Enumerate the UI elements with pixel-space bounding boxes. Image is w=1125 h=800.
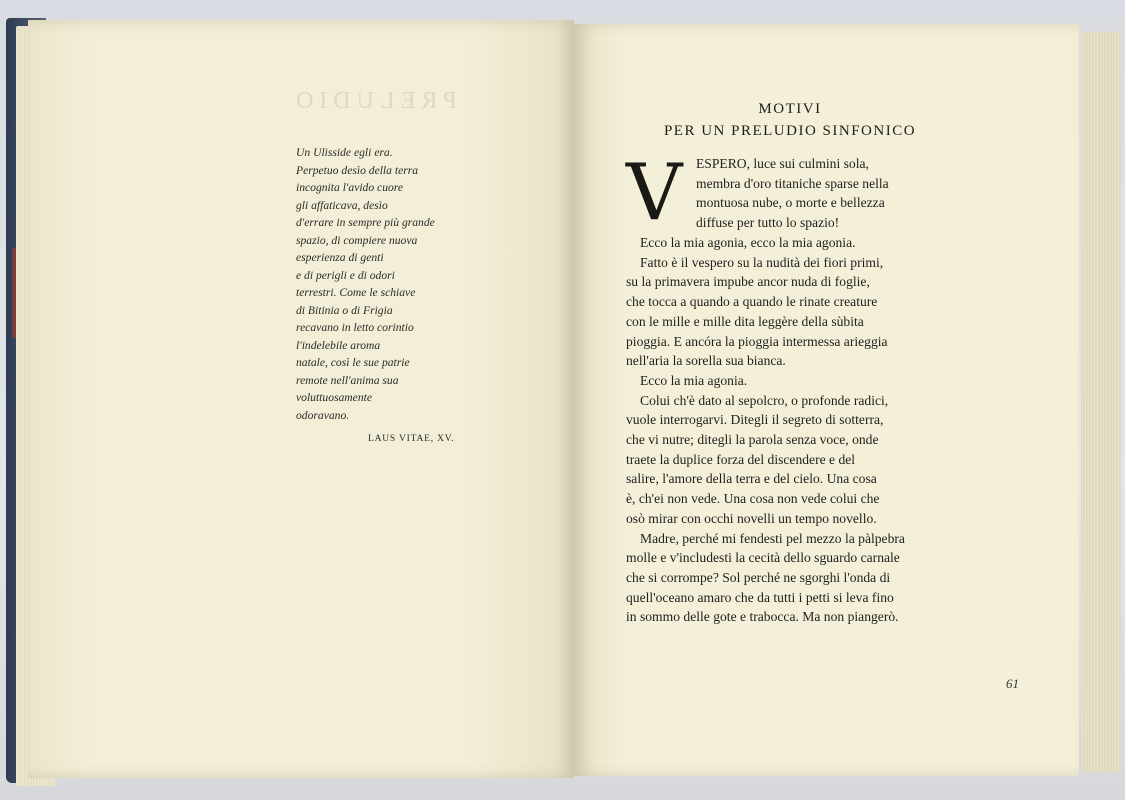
text-line: nell'aria la sorella sua bianca.: [626, 353, 786, 369]
text-line: in sommo delle gote e trabocca. Ma non piangerò.: [626, 609, 899, 625]
text-line: pioggia. E ancóra la pioggia intermessa arieggia: [626, 333, 888, 349]
paragraphs: [626, 233, 954, 627]
text-line: con le mille e mille dita leggère della sùbita: [626, 313, 864, 329]
text-line: è, ch'ei non vede. Una cosa non vede colui che: [626, 491, 880, 507]
text-line: vuole interrogarvi. Ditegli il segreto di sotterra,: [626, 412, 884, 428]
epigraph-line: esperienza di genti: [296, 251, 384, 264]
opening-line: ESPERO, luce sui culmini sola,: [696, 156, 869, 171]
page-number: 61: [1006, 676, 1019, 691]
epigraph-source: LAUS VITAE, XV.: [368, 434, 455, 444]
paragraph: [626, 391, 954, 529]
paragraph: [626, 529, 954, 628]
text-line: su la primavera impube ancor nuda di foglie,: [626, 274, 870, 290]
text-line: osò mirar con occhi novelli un tempo novello.: [626, 510, 877, 526]
chapter-body: [626, 148, 954, 627]
text-line: traete la duplice forza del discendere e del: [626, 451, 856, 467]
epigraph-line: spazio, di compiere nuova: [296, 233, 418, 247]
text-line: che vi nutre; ditegli la parola senza voce, onde: [626, 432, 879, 448]
show-through-heading: PRELUDIO: [290, 88, 457, 114]
text-line: che si corrompe? Sol perché ne sgorghi l'onda di: [626, 569, 891, 585]
text-line: Colui ch'è dato al sepolcro, o profonde radici,: [640, 392, 889, 408]
epigraph-line: natale, così le sue patrie: [296, 356, 410, 369]
paragraph: [626, 371, 954, 391]
text-line: salire, l'amore della terra e del cielo. Una cosa: [626, 471, 877, 487]
opening-paragraph: [626, 148, 954, 238]
epigraph-line: voluttuosamente: [296, 391, 372, 404]
epigraph-lines: [296, 144, 536, 424]
drop-cap: V: [626, 148, 683, 238]
opening-line: montuosa nube, o morte e bellezza: [696, 195, 885, 211]
chapter-title-line-2: PER UN PRELUDIO SINFONICO: [663, 123, 917, 139]
opening-lines: [696, 154, 954, 233]
paragraph: [626, 253, 954, 371]
chapter-text: [626, 98, 954, 627]
opening-line: membra d'oro titaniche sparse nella: [696, 175, 889, 191]
opening-line: diffuse per tutto lo spazio!: [696, 215, 840, 231]
text-line: che tocca a quando a quando le rinate creature: [626, 294, 878, 310]
epigraph-line: gli affaticava, desìo: [296, 198, 388, 212]
epigraph-line: recavano in letto corintio: [296, 321, 414, 334]
epigraph-line: e di perigli e di odori: [296, 268, 395, 282]
epigraph-line: Un Ulisside egli era.: [296, 146, 393, 159]
epigraph-line: remote nell'anima sua: [296, 373, 399, 387]
text-line: molle e v'includesti la cecità dello sguardo carnale: [626, 550, 900, 566]
chapter-title: [626, 98, 954, 142]
text-line: Ecco la mia agonia, ecco la mia agonia.: [640, 235, 856, 250]
right-page-edges: [1081, 32, 1121, 772]
epigraph-line: incognita l'avido cuore: [296, 181, 404, 194]
chapter-title-line-1: MOTIVI: [758, 101, 822, 117]
epigraph-line: d'errare in sempre più grande: [296, 216, 435, 229]
text-line: Ecco la mia agonia.: [640, 372, 748, 388]
text-line: Madre, perché mi fendesti pel mezzo la pàlpebra: [640, 530, 905, 546]
epigraph: [296, 144, 536, 444]
epigraph-line: Perpetuo desìo della terra: [296, 163, 419, 177]
epigraph-line: terrestri. Come le schiave: [296, 286, 416, 299]
epigraph-line: di Bitinia o di Frigia: [296, 303, 393, 317]
epigraph-line: l'indelebile aroma: [296, 338, 381, 352]
text-line: Fatto è il vespero su la nudità dei fiori primi,: [640, 254, 884, 270]
text-line: quell'oceano amaro che da tutti i petti si leva fino: [626, 589, 894, 605]
epigraph-line: odoravano.: [296, 408, 350, 422]
